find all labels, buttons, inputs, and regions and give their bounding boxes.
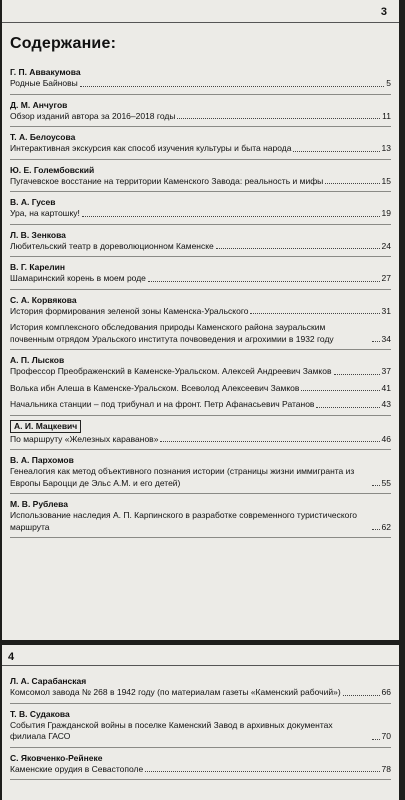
dot-leader: [177, 118, 380, 119]
item-title: Комсомол завода № 268 в 1942 году (по материалам газеты «Каменский рабочий»): [10, 687, 341, 697]
item-page-number: 62: [381, 521, 391, 532]
item-title: События Гражданской войны в поселке Каменский Завод в архивных документах филиала ГАСО: [10, 719, 333, 741]
entry-author: М. В. Рублева: [10, 499, 68, 509]
toc-entry: [10, 230, 391, 258]
item-page-number: 66: [381, 687, 391, 697]
toc-entry: [10, 676, 391, 704]
dot-leader: [293, 151, 379, 152]
toc-item: [10, 383, 391, 395]
item-page-number: 43: [381, 399, 391, 409]
toc-entry: [10, 753, 391, 781]
item-page-number: 13: [381, 143, 391, 153]
dot-leader: [216, 248, 380, 249]
page-number: 4: [8, 651, 15, 663]
toc-item: [10, 366, 391, 378]
entry-spacer: [10, 743, 391, 747]
item-page-number: 24: [381, 240, 391, 251]
toc-entry: [10, 100, 391, 128]
toc-item: [10, 306, 391, 318]
item-title: Интерактивная экскурсия как способ изучения культуры и быта народа: [10, 143, 292, 153]
toc-entry: [10, 132, 391, 160]
toc-item: [10, 687, 391, 699]
entry-spacer: [10, 699, 391, 703]
entry-spacer: [10, 220, 391, 224]
dot-leader: [145, 771, 379, 772]
item-page-number: 46: [381, 433, 391, 444]
item-title: Профессор Преображенский в Каменске-Уральском. Алексей Андреевич Замков: [10, 366, 332, 376]
toc-item: [10, 720, 391, 743]
entry-author: Т. В. Судакова: [10, 708, 70, 719]
item-title: Каменские орудия в Севастополе: [10, 763, 144, 774]
entry-author: С. А. Корвякова: [10, 294, 77, 305]
entry-spacer: [10, 445, 391, 449]
item-page-number: 41: [381, 382, 391, 393]
item-title: Начальника станции – под трибунал и на фронт. Петр Афанасьевич Ратанов: [10, 399, 315, 409]
entry-author: Ю. Е. Голембовский: [10, 164, 95, 175]
entry-spacer: [10, 533, 391, 537]
item-title: Волька ибн Алеша в Каменске-Уральском. Всеволод Алексеевич Замков: [10, 382, 300, 393]
entry-author: А. П. Лысков: [10, 355, 65, 365]
page-3: [2, 0, 399, 640]
dot-leader: [250, 313, 379, 314]
entry-spacer: [10, 252, 391, 256]
page-number: 3: [380, 6, 387, 18]
item-page-number: 31: [381, 305, 391, 316]
item-page-number: 27: [381, 273, 391, 283]
item-page-number: 11: [382, 110, 391, 121]
toc-entry: [10, 295, 391, 351]
item-title: Любительский театр в дореволюционном Каменске: [10, 240, 214, 251]
item-title: Обзор изданий автора за 2016–2018 годы: [10, 110, 176, 121]
entry-author: Л. В. Зенкова: [10, 229, 66, 240]
toc-list: [10, 62, 391, 538]
item-title: История формирования зеленой зоны Каменска-Уральского: [10, 305, 249, 316]
dot-leader: [80, 86, 384, 87]
toc-item: [10, 78, 391, 90]
dot-leader: [372, 739, 380, 740]
toc-item: [10, 208, 391, 220]
entry-author: С. Яковченко-Рейнеке: [10, 752, 103, 763]
dot-leader: [148, 281, 380, 282]
toc-entry: [10, 197, 391, 225]
item-page-number: 55: [381, 477, 391, 488]
toc-entry: [10, 416, 391, 451]
toc-entry: [10, 709, 391, 748]
item-page-number: 34: [381, 333, 391, 344]
toc-entry: [10, 355, 391, 416]
entry-spacer: [10, 345, 391, 349]
toc-item: [10, 322, 391, 345]
item-page-number: 37: [381, 366, 391, 376]
item-page-number: 78: [381, 763, 391, 774]
toc-list: [10, 671, 391, 780]
item-title: Родные Байновы: [10, 78, 78, 88]
item-title: Использование наследия А. П. Карпинского в разработке современного туристического маршрута: [10, 510, 358, 532]
toc-item: [10, 764, 391, 776]
toc-item: [10, 510, 391, 533]
toc-entry: [10, 67, 391, 95]
entry-spacer: [10, 285, 391, 289]
header-rule: [2, 665, 399, 666]
entry-author: Л. А. Сарабанская: [10, 676, 87, 686]
dot-leader: [372, 485, 380, 486]
entry-author: В. А. Пархомов: [10, 455, 74, 465]
dot-leader: [343, 695, 380, 696]
entry-author: Д. М. Анчугов: [10, 99, 68, 110]
dot-leader: [160, 441, 379, 442]
toc-entry: [10, 262, 391, 290]
dot-leader: [325, 183, 379, 184]
entry-author: В. Г. Карелин: [10, 262, 66, 272]
toc-item: [10, 143, 391, 155]
page-4: [2, 645, 399, 800]
entry-spacer: [10, 775, 391, 779]
entry-spacer: [10, 155, 391, 159]
entry-author: В. А. Гусев: [10, 197, 56, 207]
item-page-number: 15: [381, 175, 391, 186]
item-title: Шамаринский корень в моем роде: [10, 273, 146, 283]
item-page-number: 5: [386, 78, 391, 88]
contents-title: Содержание:: [10, 35, 117, 52]
entry-spacer: [10, 411, 391, 415]
entry-spacer: [10, 187, 391, 191]
dot-leader: [334, 374, 380, 375]
toc-item: [10, 273, 391, 285]
toc-item: [10, 466, 391, 489]
item-title: История комплексного обследования природы Каменского района зауральским почвенным отрядом Уральского института почвоведения и агрохимии в 1932 году: [10, 322, 334, 344]
dot-leader: [301, 390, 379, 391]
entry-author: Т. А. Белоусова: [10, 132, 76, 142]
item-page-number: 70: [381, 731, 391, 741]
toc-item: [10, 176, 391, 188]
item-title: По маршруту «Железных караванов»: [10, 433, 159, 444]
item-title: Ура, на картошку!: [10, 208, 80, 218]
entry-spacer: [10, 122, 391, 126]
toc-item: [10, 241, 391, 253]
toc-entry: [10, 165, 391, 193]
item-title: Пугачевское восстание на территории Каменского Завода: реальность и мифы: [10, 175, 324, 186]
toc-item: [10, 434, 391, 446]
toc-item: [10, 399, 391, 411]
toc-item: [10, 111, 391, 123]
item-page-number: 19: [381, 208, 391, 218]
dot-leader: [372, 341, 380, 342]
header-rule: [2, 22, 399, 23]
toc-entry: [10, 455, 391, 494]
toc-entry: [10, 499, 391, 538]
dot-leader: [372, 529, 380, 530]
item-title: Генеалогия как метод объективного познания истории (страницы жизни иммигранта из Европы Бароцци де Эльс А.М. и его детей): [10, 466, 355, 488]
entry-author: А. И. Мацкевич: [10, 420, 81, 433]
dot-leader: [316, 407, 379, 408]
dot-leader: [82, 216, 380, 217]
entry-spacer: [10, 489, 391, 493]
entry-author: Г. П. Аввакумова: [10, 67, 81, 77]
entry-spacer: [10, 90, 391, 94]
